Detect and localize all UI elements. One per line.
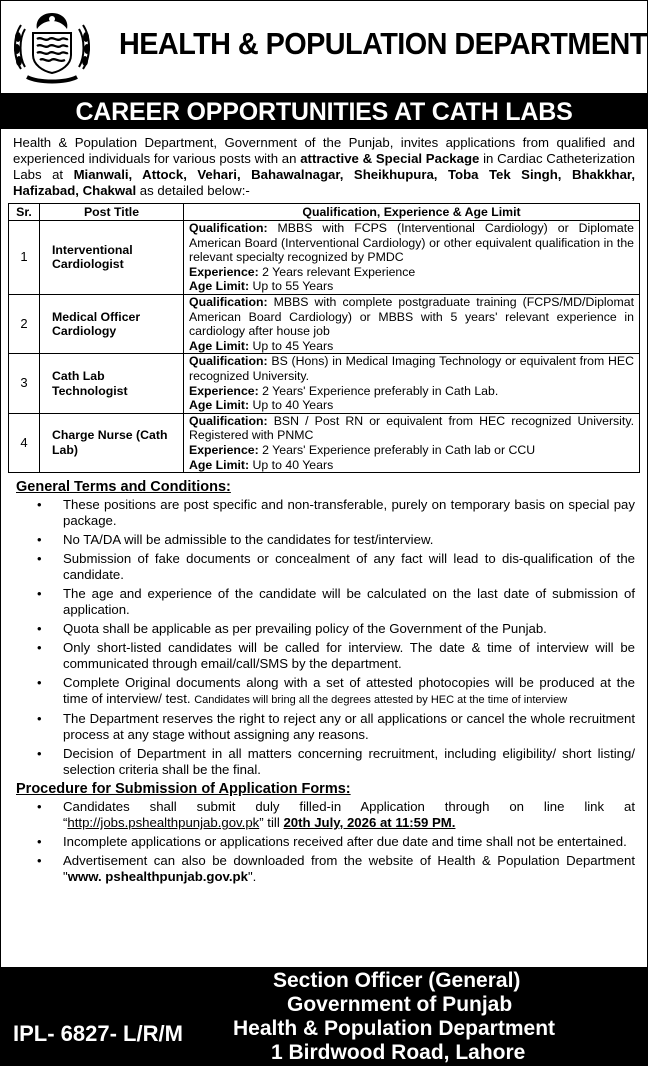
age-limit-label: Age Limit: — [189, 398, 250, 413]
list-item — [13, 675, 635, 708]
list-item: • Decision of Department in all matters concerning recruitment, including eligibility/ short listing/ selection criteria shall be the final. — [13, 746, 635, 778]
intro-text-3: as detailed below:- — [136, 183, 250, 198]
list-item: • No TA/DA will be admissible to the candidates for test/interview. — [13, 532, 635, 548]
experience-label: Experience: — [189, 442, 259, 457]
download-text: Advertisement can also be downloaded from the website of Health & Population Department " — [63, 853, 635, 885]
post-title: Interventional Cardiologist — [40, 221, 184, 295]
qualification-text: MBBS with FCPS (Interventional Cardiology) or Diplomate American Board (Interventional Cardiology) or other equivalent qualification in the relevant specialty recognized by PMDC — [189, 221, 634, 265]
qualification-text: BS (Hons) in Medical Imaging Technology or equivalent from HEC recognized University. — [189, 354, 634, 383]
table-row — [9, 221, 640, 295]
section-officer-line: Section Officer (General) — [273, 969, 521, 992]
footer — [1, 967, 647, 1065]
website-link[interactable]: www. pshealthpunjab.gov.pk — [67, 869, 248, 885]
qualification-label: Qualification: — [189, 294, 268, 309]
table-row — [9, 354, 640, 413]
government-of-punjab-emblem-icon — [11, 7, 93, 87]
experience-text: 2 Years' Experience preferably in Cath Lab. — [258, 383, 499, 398]
post-requirements — [184, 221, 640, 295]
sr-number: 1 — [9, 221, 40, 295]
list-item — [13, 853, 635, 885]
age-limit-label: Age Limit: — [189, 338, 250, 353]
department-title: HEALTH & POPULATION DEPARTMENT — [119, 26, 647, 61]
procedure-heading: Procedure for Submission of Application Forms: — [16, 781, 351, 798]
posts-table — [8, 203, 640, 473]
age-limit-label: Age Limit: — [189, 457, 250, 472]
sr-header: Sr. — [9, 204, 40, 221]
list-item: • These positions are post specific and non-transferable, purely on temporary basis on special pay package. — [13, 497, 635, 529]
package-highlight: attractive & Special Package — [300, 151, 480, 166]
department-line: Health & Population Department — [233, 1017, 556, 1040]
list-item: • Submission of fake documents or concealment of any fact will lead to dis-qualification of the candidate. — [13, 551, 635, 583]
sr-number: 2 — [9, 294, 40, 353]
career-banner: CAREER OPPORTUNITIES AT CATH LABS — [1, 95, 647, 129]
list-item: • Only short-listed candidates will be called for interview. The date & time of interview will be communicated through email/call/SMS by the department. — [13, 640, 635, 672]
qualification-label: Qualification: — [189, 354, 268, 369]
government-line: Government of Punjab — [287, 993, 513, 1016]
deadline-date: 20th July, 2026 at 11:59 PM. — [283, 815, 456, 831]
qualification-label: Qualification: — [189, 413, 268, 428]
hec-attestation-note: Candidates will bring all the degrees attested by HEC at the time of interview — [194, 694, 568, 707]
sr-number: 4 — [9, 413, 40, 472]
age-limit-text: Up to 45 Years — [249, 338, 334, 353]
list-item — [13, 799, 635, 831]
header — [1, 1, 647, 95]
apply-online-text: Candidates shall submit duly filled-in Application through on line link at “ — [63, 799, 635, 831]
documents-text: Complete Original documents along with a set of attested photocopies will be produced at the time of interview/ test. — [63, 675, 635, 707]
terms-heading: General Terms and Conditions: — [16, 479, 231, 496]
table-row — [9, 294, 640, 353]
experience-text: 2 Years' Experience preferably in Cath lab or CCU — [258, 442, 536, 457]
post-title: Cath Lab Technologist — [40, 354, 184, 413]
post-title-header: Post Title — [40, 204, 184, 221]
intro-text-2: in Cardiac Catheterization Labs at — [13, 151, 635, 182]
qualification-label: Qualification: — [189, 221, 268, 235]
table-header-row — [9, 204, 640, 221]
post-title: Charge Nurse (Cath Lab) — [40, 413, 184, 472]
locations-list: Mianwali, Attock, Vehari, Bahawalnagar, Sheikhupura, Toba Tek Singh, Bhakkhar, Hafizabad, Chakwal — [13, 167, 635, 198]
age-limit-label: Age Limit: — [189, 279, 250, 294]
qualification-text: MBBS with complete postgraduate training (FCPS/MD/Diplomat American Board Cardiology) or MBBS with 5 years' relevant experience in cardiology after house job — [189, 294, 634, 339]
deadline-prefix: ” till — [259, 815, 284, 831]
post-requirements — [184, 294, 640, 353]
list-item: • Incomplete applications or applications received after due date and time shall not be entertained. — [13, 834, 635, 850]
experience-label: Experience: — [189, 383, 259, 398]
terms-list — [13, 497, 635, 778]
application-link[interactable]: http://jobs.pshealthpunjab.gov.pk — [67, 815, 260, 831]
qualification-header: Qualification, Experience & Age Limit — [184, 204, 640, 221]
experience-text: 2 Years relevant Experience — [258, 264, 416, 279]
ipl-reference: IPL- 6827- L/R/M — [13, 1021, 183, 1046]
age-limit-text: Up to 40 Years — [249, 457, 334, 472]
post-requirements — [184, 354, 640, 413]
post-requirements — [184, 413, 640, 472]
intro-text-1: Health & Population Department, Government of the Punjab, invites applications from qualified and experienced individuals for various posts with an — [13, 135, 635, 166]
age-limit-text: Up to 40 Years — [249, 398, 334, 413]
download-text-end: ". — [247, 869, 257, 885]
list-item: • The Department reserves the right to reject any or all applications or cancel the whole recruitment process at any stage without assigning any reasons. — [13, 711, 635, 743]
age-limit-text: Up to 55 Years — [249, 279, 334, 294]
post-title: Medical Officer Cardiology — [40, 294, 184, 353]
terms-section — [1, 473, 647, 885]
experience-label: Experience: — [189, 264, 259, 279]
table-row — [9, 413, 640, 472]
sr-number: 3 — [9, 354, 40, 413]
list-item: • The age and experience of the candidate will be calculated on the last date of submission of application. — [13, 586, 635, 618]
intro-paragraph — [1, 129, 647, 199]
procedure-list — [13, 799, 635, 885]
address-line: 1 Birdwood Road, Lahore — [271, 1041, 526, 1064]
qualification-text: BSN / Post RN or equivalent from HEC recognized University. Registered with PNMC — [189, 413, 634, 443]
list-item: • Quota shall be applicable as per prevailing policy of the Government of the Punjab. — [13, 621, 635, 637]
